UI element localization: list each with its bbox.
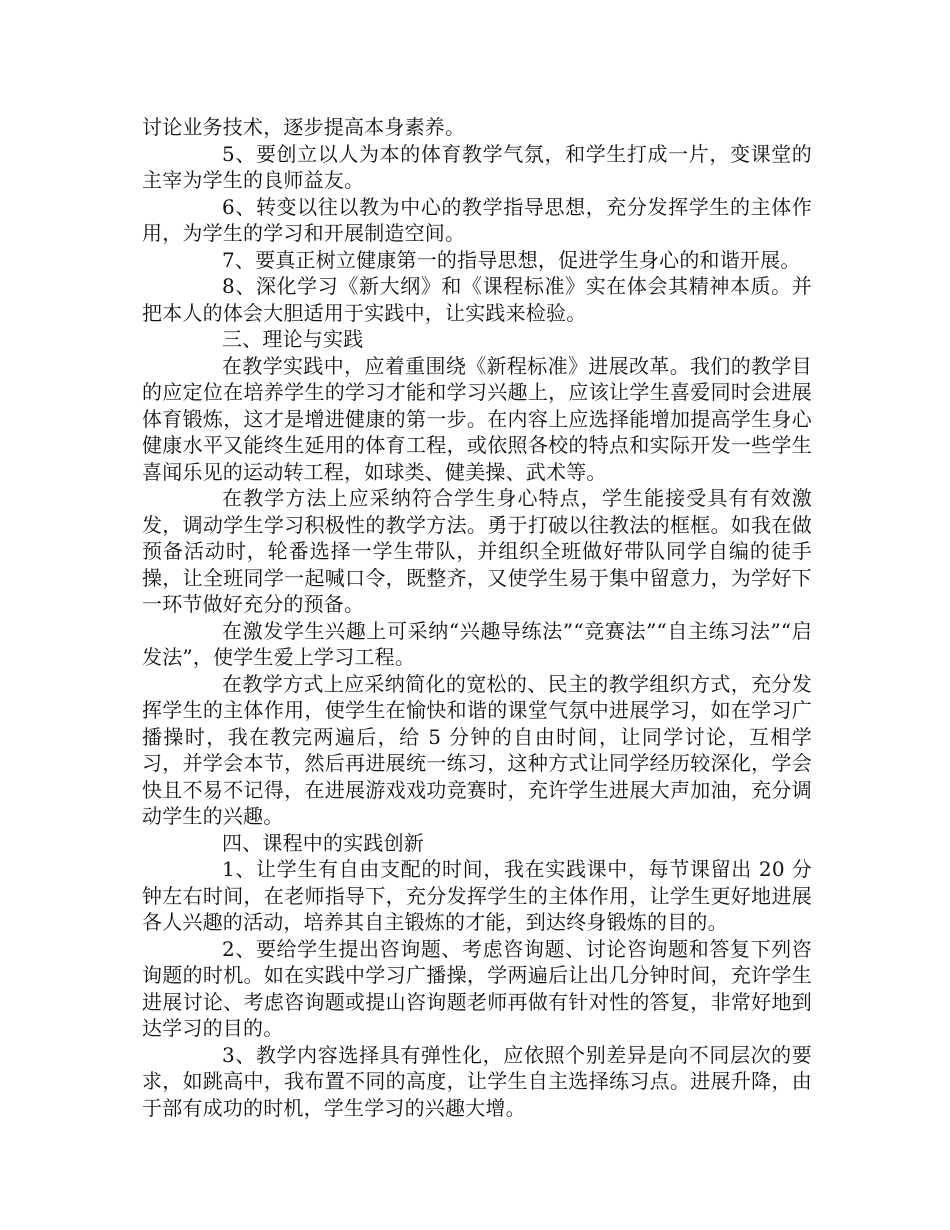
paragraph-item-7: 7、要真正树立健康第一的指导思想，促进学生身心的和谐开展。 [222,247,801,272]
paragraph-interest: 在激发学生兴趣上可采纳“兴趣导练法”“竞赛法”“自主练习法”“启发法”，使学生爱上学习工程。 [142,618,812,669]
document-body [142,114,812,1121]
paragraph-teaching-methods: 在教学方法上应采纳符合学生身心特点，学生能接受具有有效激发，调动学生学习积极性的教学方法。勇于打破以往教法的框框。如我在做预备活动时，轮番选择一学生带队，并组织全班做好带队同学自编的徒手操，让全班同学一起喊口令，既整齐，又使学生易于集中留意力，为学好下一环节做好充分的预备。 [142,486,812,616]
section-heading-4: 四、课程中的实践创新 [222,830,424,855]
paragraph-innovation-2: 2、要给学生提出咨询题、考虑咨询题、讨论咨询题和答复下列咨询题的时机。如在实践中学习广播操，学两遍后让出几分钟时间，充许学生进展讨论、考虑咨询题或提山咨询题老师再做有针对性的答复，非常好地到达学习的目的。 [142,936,812,1040]
section-heading-3: 三、理论与实践 [222,327,364,351]
paragraph-practice-content: 在教学实践中，应着重围绕《新程标准》进展改革。我们的教学目的应定位在培养学生的学习才能和学习兴趣上，应该让学生喜爱同时会进展体育锻炼，这才是增进健康的第一步。在内容上应选择能增加提高学生身心健康水平又能终生延用的体育工程，或依照各校的特点和实际开发一些学生喜闻乐见的运动转工程，如球类、健美操、武术等。 [142,353,812,484]
paragraph-innovation-3: 3、教学内容选择具有弹性化，应依照个别差异是向不同层次的要求，如跳高中，我布置不同的高度，让学生自主选择练习点。进展升降，由于部有成功的时机，学生学习的兴趣大增。 [142,1042,812,1120]
paragraph-innovation-1: 1、让学生有自由支配的时间，我在实践课中，每节课留出 20 分钟左右时间，在老师指导下，充分发挥学生的主体作用，让学生更好地进展各人兴趣的活动，培养其自主锻炼的才能，到达终身锻炼的目的。 [142,857,812,934]
paragraph-continuation: 讨论业务技术，逐步提高本身素养。 [142,115,466,139]
paragraph-item-6: 6、转变以往以教为中心的教学指导思想，充分发挥学生的主体作用，为学生的学习和开展制造空间。 [142,194,812,245]
paragraph-item-5: 5、要创立以人为本的体育教学气氛，和学生打成一片，变课堂的主宰为学生的良师益友。 [142,141,812,192]
paragraph-teaching-organization: 在教学方式上应采纳简化的宽松的、民主的教学组织方式，充分发挥学生的主体作用，使学生在愉快和谐的课堂气氛中进展学习，如在学习广播操时，我在教完两遍后，给 5 分钟的自由时间，让同学讨论，互相学习，并学会本节，然后再进展统一练习，这种方式让同学经历较深化，学会快且不易不记得，在进展游戏戏功竞赛时，充许学生进展大声加油，充分调动学生的兴趣。 [142,671,812,828]
paragraph-item-8: 8、深化学习《新大纲》和《课程标准》实在体会其精神本质。并把本人的体会大胆适用于实践中，让实践来检验。 [142,274,812,325]
